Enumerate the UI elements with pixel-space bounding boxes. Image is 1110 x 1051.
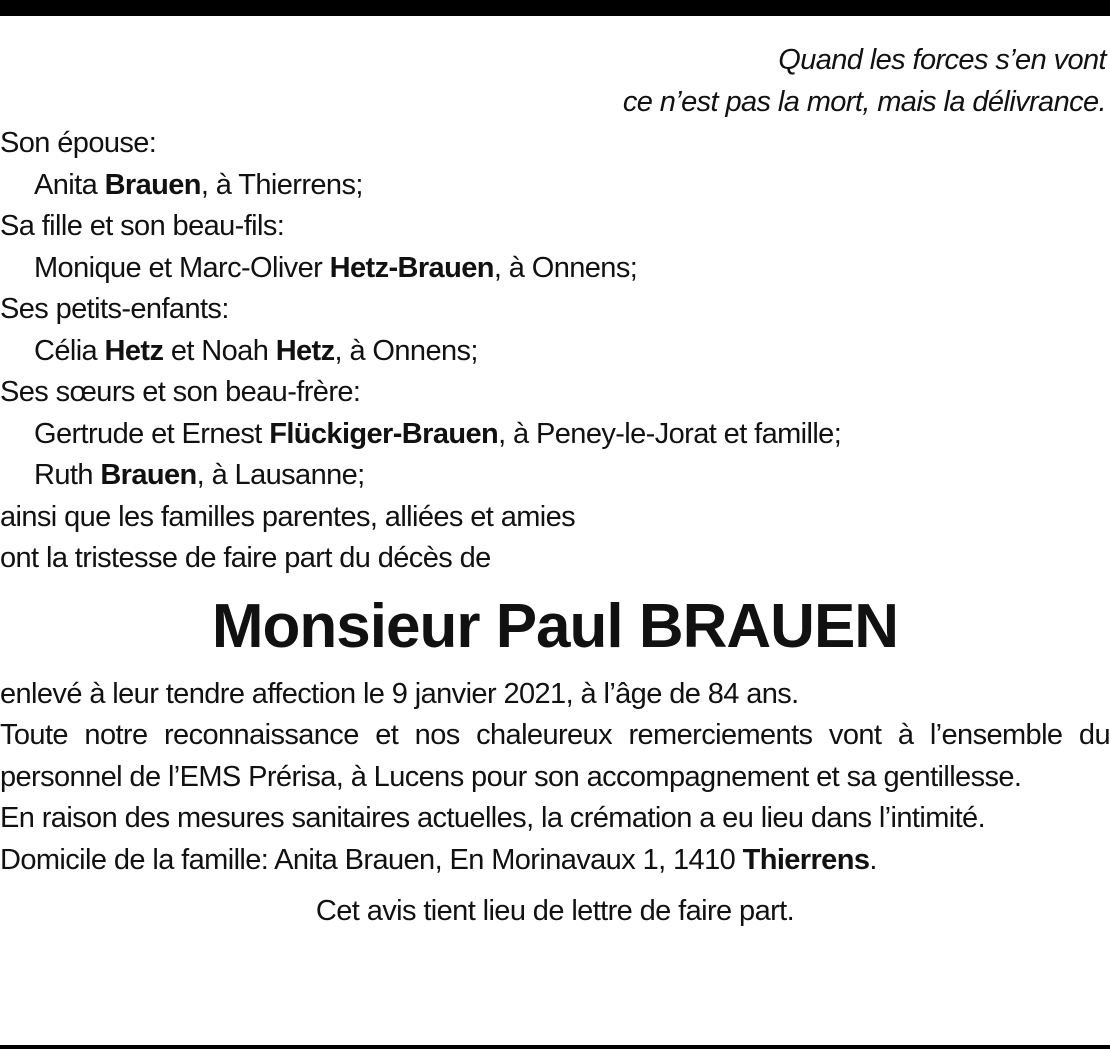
spouse-last-name: Brauen [104,168,201,201]
passing-line: enlevé à leur tendre affection le 9 janvier 2021, à l’âge de 84 ans. [0,677,799,710]
extended-family-line: ainsi que les familles parentes, alliées et amies [0,500,576,533]
spouse-place: , à Thierrens; [200,168,363,201]
obituary-notice [0,40,1110,933]
sisters-heading: Ses sœurs et son beau-frère: [0,376,361,408]
spouse-first-name: Anita [34,168,105,201]
sister-2-place: , à Lausanne; [196,459,365,491]
spouse-heading: Son épouse: [0,127,157,159]
sister-2-entry [0,455,1110,497]
daughter-place: , à Onnens; [493,251,638,284]
grandchild-1-first: Célia [34,334,105,367]
grandchild-2-last: Hetz [275,334,335,367]
grandchildren-place: , à Onnens; [334,334,478,367]
epigraph-line-1: Quand les forces s’en vont [778,44,1106,76]
grandchildren-heading: Ses petits-enfants: [0,293,229,325]
thanks-paragraph: Toute notre reconnaissance et nos chaleureux remerciements vont à l’ensemble du personnel de l’EMS Prérisa, à Lucens pour son accompagnement et sa gentillesse. [0,719,1110,793]
address-text: Domicile de la famille: Anita Brauen, En Morinavaux 1, 1410 [0,843,743,876]
sister-2-last: Brauen [100,459,197,491]
daughter-last-name: Hetz-Brauen [329,251,494,284]
closing-note: Cet avis tient lieu de lettre de faire part. [315,895,795,927]
sister-1-place: , à Peney-le-Jorat et famille; [498,417,842,450]
grandchildren-entry [0,331,1110,373]
grandchild-2-first: et Noah [163,334,276,367]
top-rule [0,0,1110,16]
sister-1-last: Flückiger-Brauen [269,417,499,450]
measures-paragraph: En raison des mesures sanitaires actuelles, la crémation a eu lieu dans l’intimité. [0,802,986,834]
sadness-line: ont la tristesse de faire part du décès de [0,542,491,574]
daughter-entry [0,248,1110,290]
deceased-name: Monsieur Paul BRAUEN [211,591,899,661]
grandchild-1-last: Hetz [104,334,164,367]
spouse-entry [0,165,1110,207]
daughter-heading: Sa fille et son beau-fils: [0,210,285,242]
address-period: . [869,843,877,876]
family-address [0,840,1110,882]
sister-1-first: Gertrude et Ernest [34,417,270,450]
bottom-rule [0,1045,1110,1049]
sister-1-entry [0,414,1110,456]
address-town: Thierrens [742,843,870,876]
daughter-first-names: Monique et Marc-Oliver [34,251,330,284]
epigraph-line-2: ce n’est pas la mort, mais la délivrance. [622,85,1106,118]
epigraph [0,40,1110,123]
sister-2-first: Ruth [34,459,101,491]
